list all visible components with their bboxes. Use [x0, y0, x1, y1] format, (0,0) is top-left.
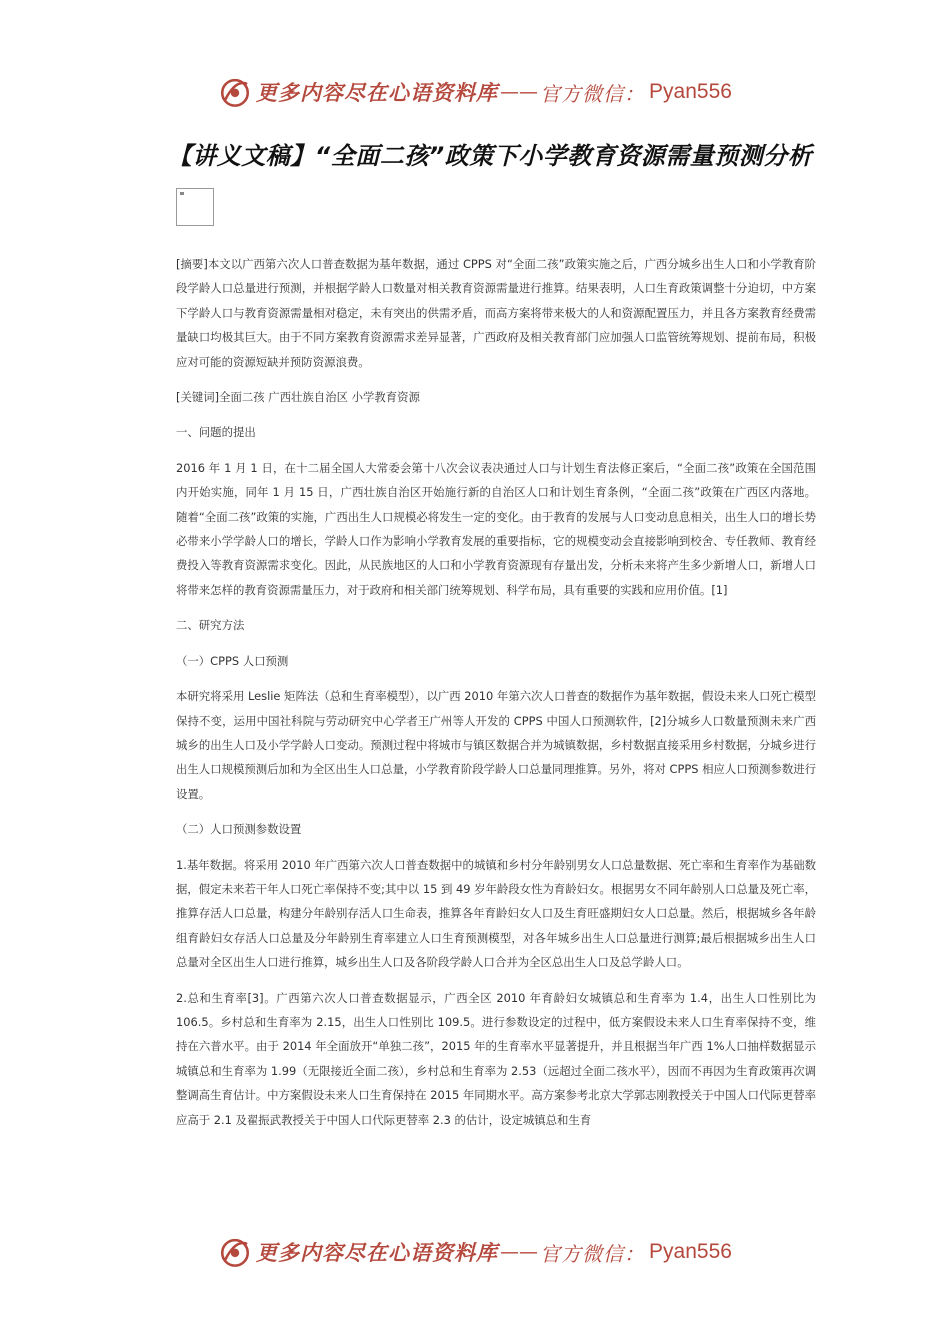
brand-logo-icon [218, 75, 252, 109]
item1-paragraph: 1.基年数据。将采用 2010 年广西第六次人口普查数据中的城镇和乡村分年龄别男女人口总量数据、死亡率和生育率作为基础数据，假定未来若干年人口死亡率保持不变;其中以 15 到 49 岁年龄段女性为育龄妇女。根据男女不同年龄别人口总量及死亡率，推算存活人口总量，构建分年龄别存活人口生命表，推算各年育龄妇女人口及生育旺盛期妇女人口总量。然后，根据城乡各年龄组育龄妇女存活人口总量及分年龄别生育率建立人口生育预测模型，对各年城乡出生人口总量进行测算;最后根据城乡出生人口总量对全区出生人口进行推算，城乡出生人口及各阶段学龄人口合并为全区总出生人口及总学龄人口。 [176, 857, 816, 970]
banner-wechat-label: 官方微信： [540, 81, 646, 106]
banner-dash: —— [500, 81, 539, 103]
footer-banner [0, 1232, 950, 1272]
document-title: 【讲义文稿】“全面二孩”政策下小学教育资源需量预测分析 [167, 142, 813, 170]
footer-wechat-id: Pyan556 [649, 1240, 732, 1263]
section2-heading: 二、研究方法 [176, 618, 245, 633]
item2-paragraph: 2.总和生育率[3]。广西第六次人口普查数据显示，广西全区 2010 年育龄妇女城镇总和生育率为 1.4，出生人口性别比为 106.5。乡村总和生育率为 2.15，出生人口性别比 109.5。进行参数设定的过程中，低方案假设未来人口生育率保持不变，维持在六普水平。由于 2014 年全面放开“单独二孩”，2015 年的生育率水平显著提升，并且根据当年广西 1%人口抽样数据显示城镇总和生育率为 1.99（无限接近全面二孩），乡村总和生育率为 2.53（远超过全面二孩水平），因而不再因为生育政策再次调整调高生育估计。中方案假设未来人口生育保持在 2015 年同期水平。高方案参考北京大学郭志刚教授关于中国人口代际更替率应高于 2.1 及翟振武教授关于中国人口代际更替率 2.3 的估计，设定城镇总和生育 [176, 990, 816, 1127]
section1-paragraph: 2016 年 1 月 1 日，在十二届全国人大常委会第十八次会议表决通过人口与计划生育法修正案后，“全面二孩”政策在全国范围内开始实施，同年 1 月 15 日，广西壮族自治区开始施行新的自治区人口和计划生育条例，“全面二孩”政策在广西区内落地。随着“全面二孩”政策的实施，广西出生人口规模必将发生一定的变化。由于教育的发展与人口变动息息相关，出生人口的增长势必带来小学学龄人口的增长，学龄人口作为影响小学教育发展的重要指标，它的规模变动会直接影响到校舍、专任教师、教育经费投入等教育资源需求变化。因此，从民族地区的人口和小学教育资源现有存量出发，分析未来将产生多少新增人口，新增人口将带来怎样的教育资源需量压力，对于政府和相关部门统筹规划、科学布局，具有重要的实践和应用价值。[1] [176, 460, 816, 597]
keywords-paragraph: [关键词]全面二孩 广西壮族自治区 小学教育资源 [176, 390, 420, 405]
document-body [176, 252, 816, 1143]
broken-image-icon [180, 192, 184, 195]
image-placeholder [176, 188, 214, 226]
banner-slogan: 更多内容尽在心语资料库 [256, 80, 499, 105]
subsection1-paragraph: 本研究将采用 Leslie 矩阵法（总和生育率模型），以广西 2010 年第六次人口普查的数据作为基年数据，假设未来人口死亡模型保持不变，运用中国社科院与劳动研究中心学者王广州等人开发的 CPPS 中国人口预测软件，[2]分城乡人口数量预测未来广西城乡的出生人口及小学学龄人口变动。预测过程中将城市与镇区数据合并为城镇数据，乡村数据直接采用乡村数据，分城乡进行出生人口规模预测后加和为全区出生人口总量，小学教育阶段学龄人口总量同理推算。另外，将对 CPPS 相应人口预测参数进行设置。 [176, 689, 816, 801]
footer-dash: —— [500, 1241, 539, 1263]
banner-wechat-id: Pyan556 [649, 80, 732, 103]
footer-slogan: 更多内容尽在心语资料库 [256, 1240, 499, 1265]
section1-heading: 一、问题的提出 [176, 425, 256, 440]
brand-logo-icon [218, 1235, 252, 1269]
subsection2-heading: （二）人口预测参数设置 [176, 822, 302, 837]
header-banner [0, 72, 950, 112]
subsection1-heading: （一）CPPS 人口预测 [176, 653, 289, 668]
footer-wechat-label: 官方微信： [540, 1241, 646, 1266]
abstract-paragraph: [摘要]本文以广西第六次人口普查数据为基年数据，通过 CPPS 对“全面二孩”政策实施之后，广西分城乡出生人口和小学教育阶段学龄人口总量进行预测，并根据学龄人口数量对相关教育资源需量进行推算。结果表明，人口生育政策调整十分迫切，中方案下学龄人口与教育资源需量相对稳定，未有突出的供需矛盾，而高方案将带来极大的人和资源配置压力，并且各方案教育经费需量缺口均极其巨大。由于不同方案教育资源需求差异显著，广西政府及相关教育部门应加强人口监管统筹规划、提前布局，积极应对可能的资源短缺并预防资源浪费。 [176, 257, 816, 369]
